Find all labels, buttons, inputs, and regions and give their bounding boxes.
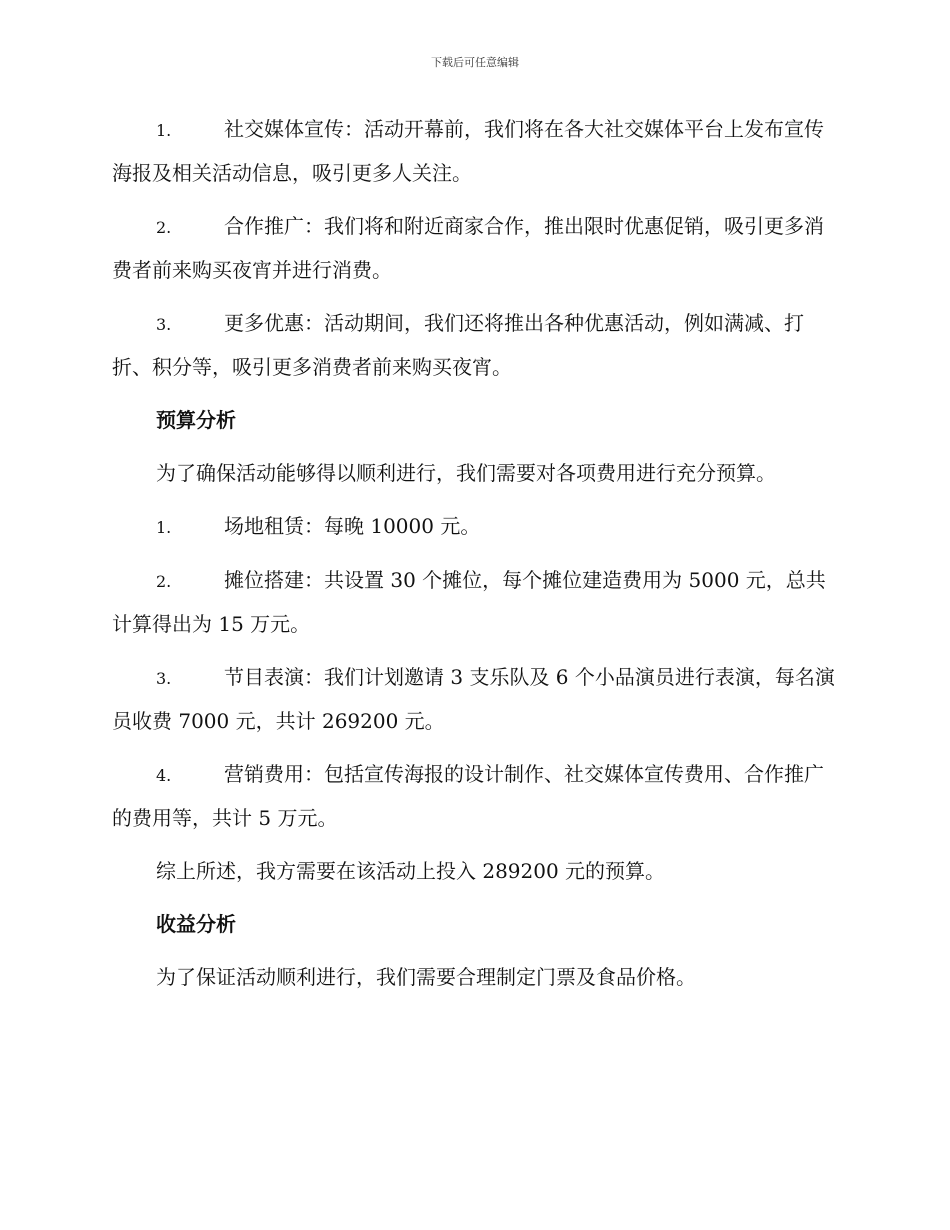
list-item: [112, 753, 836, 840]
list-text: 更多优惠：活动期间，我们还将推出各种优惠活动，例如满减、打折、积分等，吸引更多消费者前来购买夜宵。: [112, 311, 804, 379]
list-item: [112, 205, 836, 292]
list-item: [112, 559, 836, 646]
paragraph: 为了确保活动能够得以顺利进行，我们需要对各项费用进行充分预算。: [156, 461, 776, 485]
section-heading: 收益分析: [156, 912, 236, 936]
list-text: 合作推广：我们将和附近商家合作，推出限时优惠促销，吸引更多消费者前来购买夜宵并进行消费。: [112, 214, 824, 282]
list-item: [112, 505, 836, 549]
list-number: 4.: [156, 766, 172, 785]
list-text: 节目表演：我们计划邀请 3 支乐队及 6 个小品演员进行表演，每名演员收费 7000 元，共计 269200 元。: [112, 665, 835, 733]
list-text: 摊位搭建：共设置 30 个摊位，每个摊位建造费用为 5000 元，总共计算得出为 15 万元。: [112, 568, 826, 636]
list-number: 1.: [156, 121, 172, 140]
list-text: 社交媒体宣传：活动开幕前，我们将在各大社交媒体平台上发布宣传海报及相关活动信息，吸引更多人关注。: [112, 117, 824, 185]
list-number: 1.: [156, 518, 172, 537]
list-text: 场地租赁：每晚 10000 元。: [224, 514, 481, 538]
page-header: 下载后可任意编辑: [431, 56, 519, 69]
list-item: [112, 302, 836, 389]
list-number: 2.: [156, 572, 172, 591]
list-number: 2.: [156, 218, 172, 237]
document-body: [112, 108, 836, 1009]
section-heading: 预算分析: [156, 408, 236, 432]
list-number: 3.: [156, 669, 172, 688]
list-item: [112, 656, 836, 743]
list-text: 营销费用：包括宣传海报的设计制作、社交媒体宣传费用、合作推广的费用等，共计 5 万元。: [112, 762, 824, 830]
paragraph: 为了保证活动顺利进行，我们需要合理制定门票及食品价格。: [156, 965, 696, 989]
list-number: 3.: [156, 315, 172, 334]
paragraph: 综上所述，我方需要在该活动上投入 289200 元的预算。: [156, 859, 666, 883]
list-item: [112, 108, 836, 195]
